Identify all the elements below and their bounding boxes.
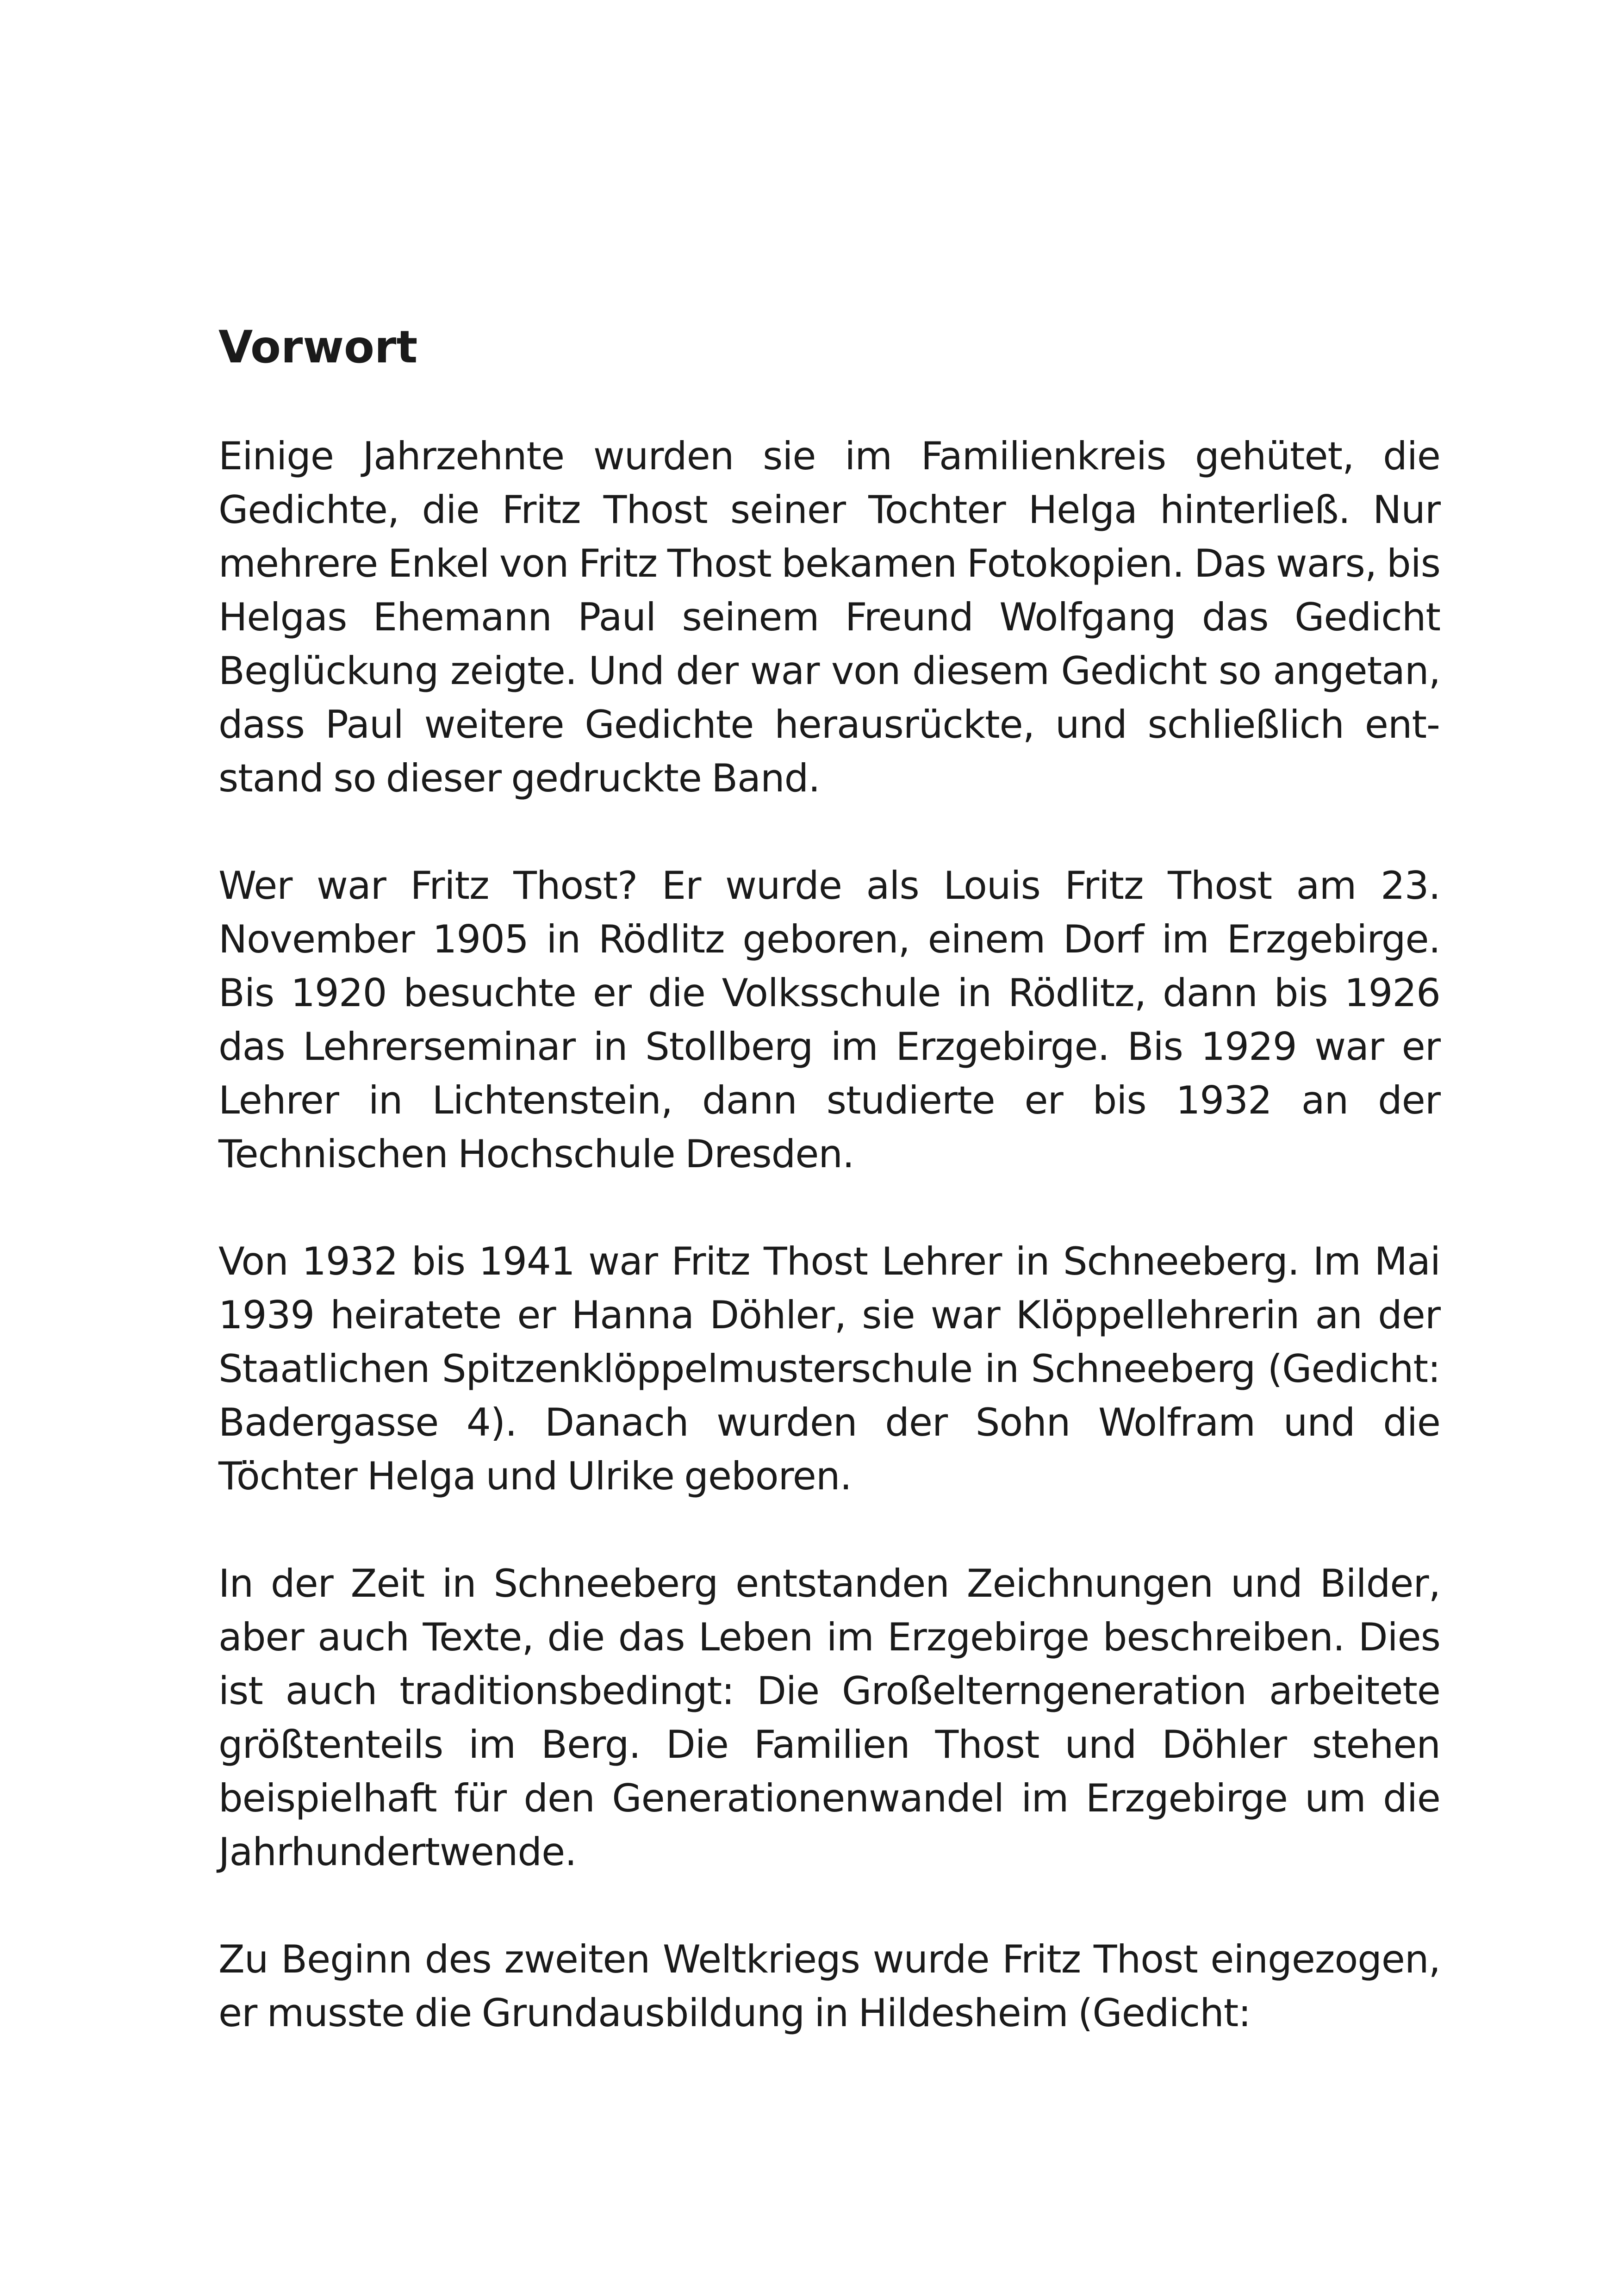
paragraph-works: In der Zeit in Schneeberg entstanden Zeichnungen und Bilder, aber auch Texte, die das Leben im Erzgebirge beschreiben. Dies ist auch traditionsbedingt: Die Großelterngeneration arbeitete größtenteils im Berg. Die Familien Thost und Döhler stehen beispielhaft für den Generationenwandel im Erzgebirge um die Jahrhundertwende. [218, 1561, 1440, 1874]
page-content [218, 319, 1440, 2040]
paragraph-war: Zu Beginn des zweiten Weltkriegs wurde Fritz Thost eingezogen, er musste die Grundausbildung in Hildesheim (Gedicht: [218, 1937, 1440, 2035]
paragraph-biography: Wer war Fritz Thost? Er wurde als Louis Fritz Thost am 23. November 1905 in Rödlitz geboren, einem Dorf im Erzgebirge. Bis 1920 besuchte er die Volksschule in Rödlitz, dann bis 1926 das Lehrerseminar in Stollberg im Erzgebirge. Bis 1929 war er Lehrer in Lichtenstein, dann studierte er bis 1932 an der Technischen Hochschule Dresden. [218, 863, 1440, 1176]
page-title: Vorwort [218, 321, 418, 373]
paragraph-intro: Einige Jahrzehnte wurden sie im Familienkreis gehütet, die Gedichte, die Fritz Thost seiner Tochter Helga hinterließ. Nur mehrere Enkel von Fritz Thost bekamen Fotokopien. Das wars, bis Helgas Ehemann Paul seinem Freund Wolfgang das Gedicht Beglückung zeigte. Und der war von diesem Gedicht so angetan, dass Paul weitere Gedichte herausrückte, und schließlich entstand so dieser gedruckte Band. [218, 434, 1440, 801]
paragraph-schneeberg: Von 1932 bis 1941 war Fritz Thost Lehrer in Schneeberg. Im Mai 1939 heiratete er Hanna Döhler, sie war Klöppellehrerin an der Staatlichen Spitzenklöppelmusterschule in Schneeberg (Gedicht: Badergasse 4). Danach wurden der Sohn Wolfram und die Töchter Helga und Ulrike geboren. [218, 1239, 1440, 1499]
